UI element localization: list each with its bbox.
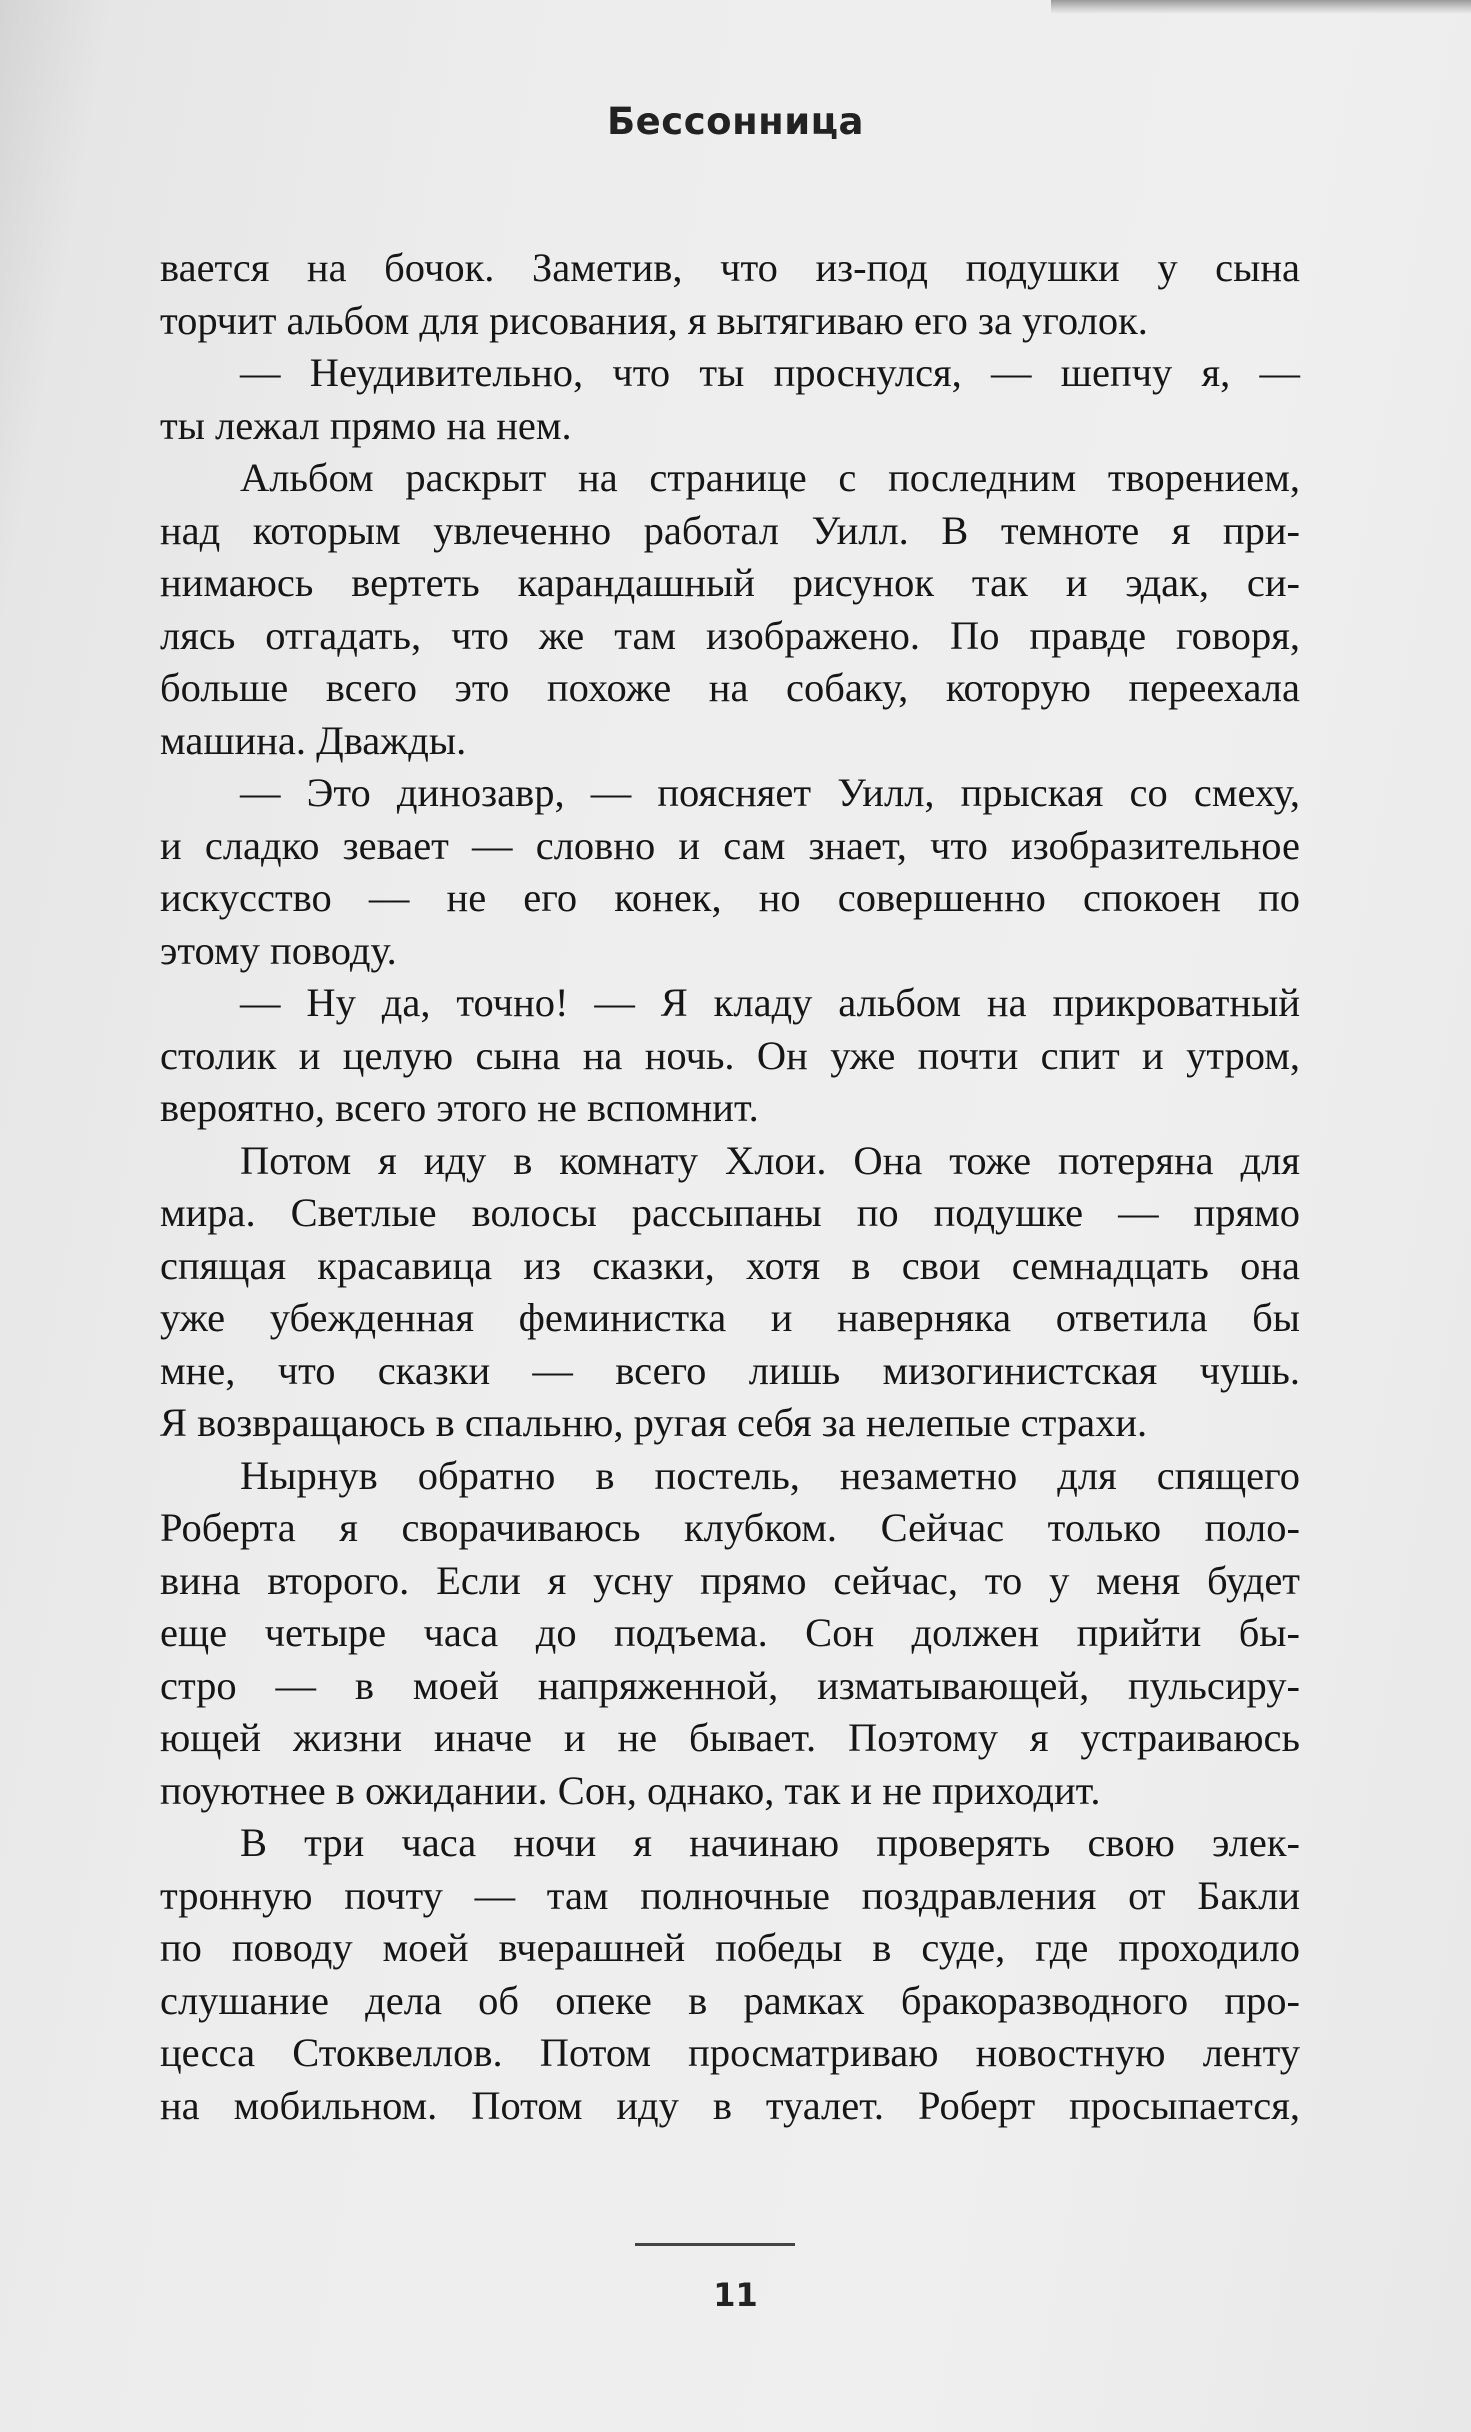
text-line: — Неудивительно, что ты проснулся, — шепчу я, — [240, 350, 1300, 395]
text-line: искусство — не его конек, но совершенно спокоен по [160, 875, 1300, 920]
text-line: торчит альбом для рисования, я вытягиваю его за уголок. [160, 297, 1148, 343]
text-line: цесса Стоквеллов. Потом просматриваю новостную ленту [160, 2030, 1300, 2075]
text-line: стро — в моей напряженной, изматывающей, пульсиру- [160, 1662, 1300, 1708]
text-line: лясь отгадать, что же там изображено. По правде говоря, [160, 612, 1300, 658]
text-line: Нырнув обратно в постель, незаметно для спящего [240, 1452, 1300, 1498]
text-line: мне, что сказки — всего лишь мизогинистская чушь. [160, 1347, 1300, 1393]
body-text [160, 242, 1300, 2132]
text-line: больше всего это похоже на собаку, которую переехала [160, 665, 1300, 710]
text-line: Я возвращаюсь в спальню, ругая себя за нелепые страхи. [160, 1400, 1148, 1445]
text-line: этому поводу. [160, 927, 397, 973]
text-line: уже убежденная феминистка и наверняка ответила бы [160, 1295, 1300, 1340]
text-line: Потом я иду в комнату Хлои. Она тоже потеряна для [240, 1137, 1300, 1183]
text-line: вается на бочок. Заметив, что из-под подушки у сына [160, 245, 1300, 290]
running-head-title: Бессонница [606, 100, 865, 143]
footer-rule [635, 2243, 795, 2246]
text-line: Альбом раскрыт на странице с последним творением, [240, 455, 1300, 500]
text-line: слушание дела об опеке в рамках бракоразводного про- [160, 1977, 1300, 2023]
text-line: над которым увлеченно работал Уилл. В темноте я при- [160, 507, 1300, 553]
text-line: поуютнее в ожидании. Сон, однако, так и не приходит. [160, 1767, 1101, 1813]
text-line: Роберта я сворачиваюсь клубком. Сейчас только поло- [160, 1505, 1300, 1550]
page-edge-shadow [1051, 0, 1471, 14]
text-line: нимаюсь вертеть карандашный рисунок так и эдак, си- [160, 560, 1300, 605]
text-line: мира. Светлые волосы рассыпаны по подушке — прямо [160, 1190, 1300, 1235]
text-line: столик и целую сына на ночь. Он уже почти спит и утром, [160, 1032, 1300, 1078]
text-line: еще четыре часа до подъема. Сон должен прийти бы- [160, 1610, 1300, 1655]
text-line: В три часа ночи я начинаю проверять свою элек- [240, 1820, 1300, 1865]
text-line: по поводу моей вчерашней победы в суде, где проходило [160, 1925, 1300, 1970]
text-line: — Это динозавр, — поясняет Уилл, прыская со смеху, [240, 770, 1300, 815]
text-line: ты лежал прямо на нем. [160, 402, 572, 448]
text-line: тронную почту — там полночные поздравления от Бакли [160, 1872, 1300, 1918]
text-line: спящая красавица из сказки, хотя в свои семнадцать она [160, 1242, 1300, 1288]
page-number: 11 [713, 2276, 758, 2314]
text-line: и сладко зевает — словно и сам знает, что изобразительное [160, 822, 1300, 868]
text-line: машина. Дважды. [160, 717, 467, 763]
text-line: ющей жизни иначе и не бывает. Поэтому я устраиваюсь [160, 1715, 1300, 1760]
text-line: вероятно, всего этого не вспомнит. [160, 1085, 759, 1130]
text-line: вина второго. Если я усну прямо сейчас, то у меня будет [160, 1557, 1300, 1603]
text-line: — Ну да, точно! — Я кладу альбом на прикроватный [240, 980, 1300, 1025]
text-line: на мобильном. Потом иду в туалет. Роберт просыпается, [160, 2082, 1300, 2128]
